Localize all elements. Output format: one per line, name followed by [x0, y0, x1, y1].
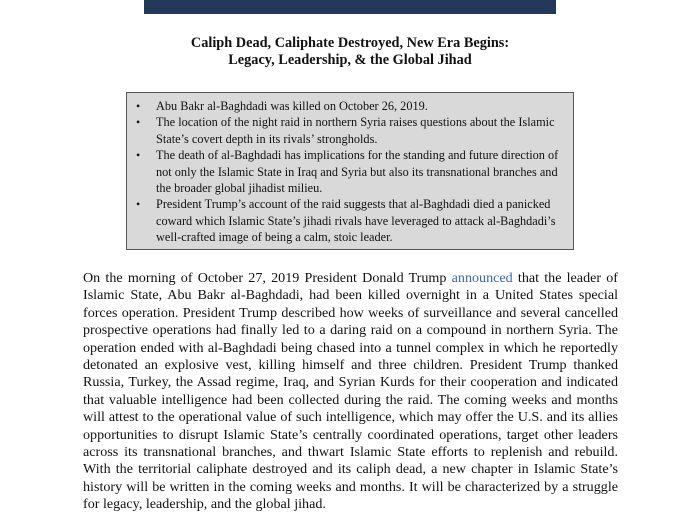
body-lead-text: On the morning of October 27, 2019 President Donald Trump [83, 270, 452, 286]
bullet-icon: • [136, 148, 141, 163]
key-point-text: President Trump’s account of the raid suggests that al-Baghdadi died a panicked coward which Islamic State’s jihadi rivals have leveraged to attack al-Baghdadi’s well-crafted image of being a calm, stoic leader. [156, 197, 556, 245]
key-point-item [135, 98, 563, 114]
bullet-icon: • [136, 115, 141, 130]
key-points-box [126, 92, 574, 250]
bullet-icon: • [136, 197, 141, 212]
key-point-item [135, 114, 563, 147]
page-title-line-2: Legacy, Leadership, & the Global Jihad [228, 52, 472, 68]
key-point-text: The death of al-Baghdadi has implications for the standing and future direction of not only the Islamic State in Iraq and Syria but also its transnational branches and the broader global jihadist milieu. [156, 148, 559, 196]
key-point-item [135, 196, 563, 245]
bullet-icon: • [136, 99, 141, 113]
key-points-list [135, 98, 563, 246]
body-paragraph [83, 270, 618, 514]
key-point-text: Abu Bakr al-Baghdadi was killed on October 26, 2019. [156, 99, 428, 113]
announced-link[interactable]: announced [451, 270, 513, 286]
key-point-item [135, 147, 563, 196]
key-point-text: The location of the night raid in northern Syria raises questions about the Islamic State’s covert depth in its rivals’ strongholds. [156, 115, 555, 146]
body-rest-text: that the leader of Islamic State, Abu Bakr al-Baghdadi, had been killed overnight in a United States special forces operation. President Trump described how weeks of surveillance and several cancelled prospective operations had finally led to a daring raid on a compound in northern Syria. The operation ended with al-Baghdadi being chased into a tunnel complex in which he reportedly detonated an explosive vest, killing himself and three children. President Trump thanked Russia, Turkey, the Assad regime, Iraq, and Syrian Kurds for their cooperation and indicated that valuable intelligence had been collected during the raid. The coming weeks and months will attest to the operational value of such intelligence, which may offer the U.S. and its allies opportunities to disrupt Islamic State’s centrally coordinated operations, target other leaders across its transnational branches, and thwart Islamic State efforts to replenish and rebuild. With the territorial caliphate destroyed and its caliph dead, a new chapter in Islamic State’s history will be written in the coming weeks and months. It will be characterized by a struggle for legacy, leadership, and the global jihad. [83, 270, 618, 513]
page-title-line-1: Caliph Dead, Caliphate Destroyed, New Era Begins: [190, 35, 510, 51]
header-banner [144, 0, 556, 14]
